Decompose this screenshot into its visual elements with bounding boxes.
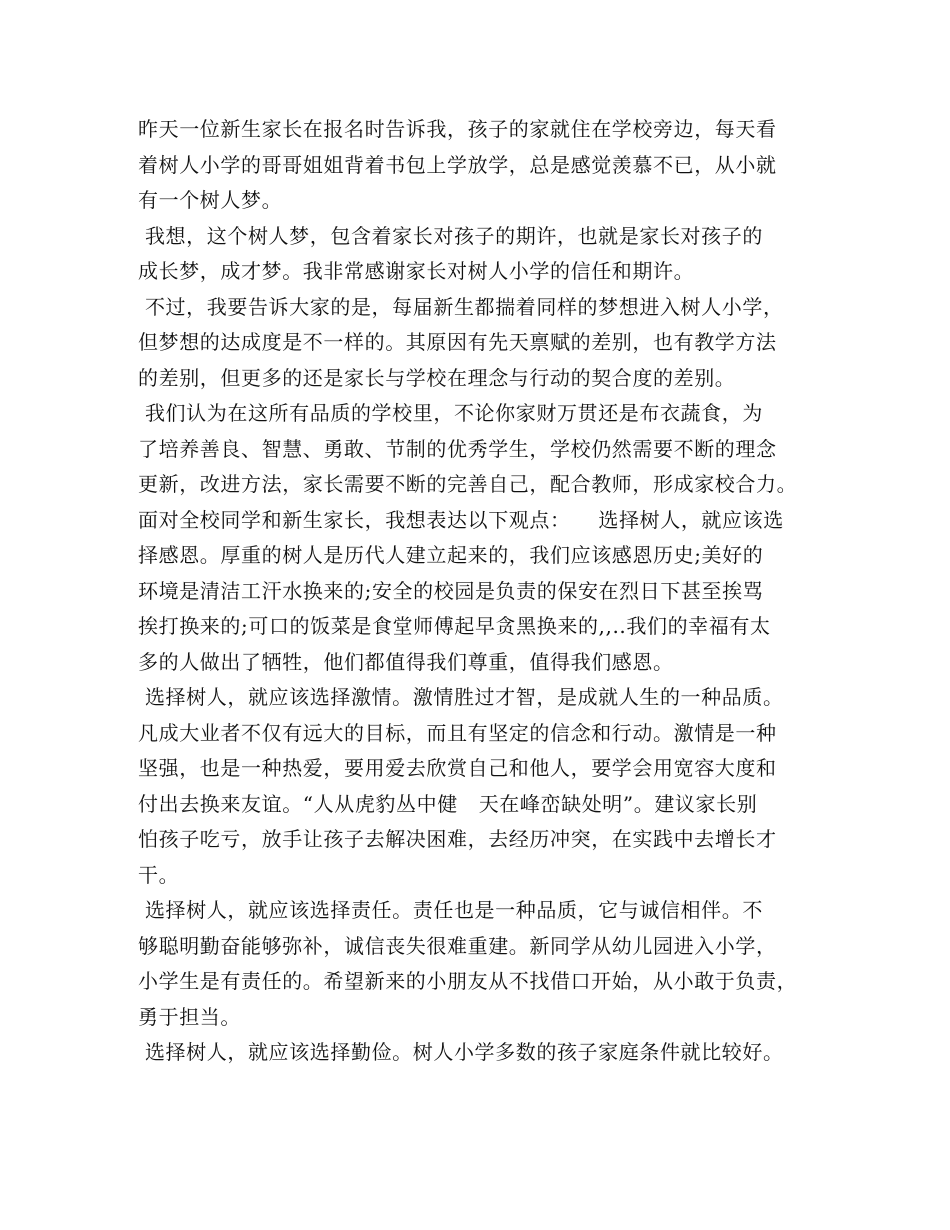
text-line: 选择树人，就应该选择勤俭。树人小学多数的孩子家庭条件就比较好。: [138, 1040, 784, 1064]
text-line: 面对全校同学和新生家长，我想表达以下观点： 选择树人，就应该选: [138, 507, 784, 532]
text-line: 了培养善良、智慧、勇敢、节制的优秀学生，学校仍然需要不断的理念: [138, 436, 777, 461]
text-line: 环境是清洁工汗水换来的;安全的校园是负责的保安在烈日下甚至挨骂: [138, 578, 764, 603]
text-line: 更新，改进方法，家长需要不断的完善自己，配合教师，形成家校合力。: [138, 472, 798, 496]
text-line: 挨打换来的;可口的饭菜是食堂师傅起早贪黑换来的,,..我们的幸福有太: [138, 614, 771, 638]
text-line: 付出去换来友谊。“人从虎豹丛中健 天在峰峦缺处明”。建议家长别: [138, 791, 758, 816]
text-line: 择感恩。厚重的树人是历代人建立起来的，我们应该感恩历史;美好的: [138, 543, 764, 567]
text-line: 多的人做出了牺牲，他们都值得我们尊重，值得我们感恩。: [138, 649, 674, 674]
text-line: 怕孩子吃亏，放手让孩子去解决困难，去经历冲突，在实践中去增长才: [138, 827, 777, 851]
text-line: 选择树人，就应该选择责任。责任也是一种品质，它与诚信相伴。不: [138, 898, 763, 922]
text-line: 干。: [138, 862, 180, 887]
text-line: 我们认为在这所有品质的学校里，不论你家财万贯还是布衣蔬食，为: [138, 401, 763, 425]
text-line: 我想，这个树人梦，包含着家长对孩子的期许，也就是家长对孩子的: [138, 223, 763, 248]
text-line: 小学生是有责任的。希望新来的小朋友从不找借口开始，从小敢于负责，: [138, 969, 798, 993]
text-line: 不过，我要告诉大家的是，每届新生都揣着同样的梦想进入树人小学，: [138, 294, 784, 319]
text-line: 的差别，但更多的还是家长与学校在理念与行动的契合度的差别。: [138, 365, 736, 390]
text-line: 成长梦，成才梦。我非常感谢家长对树人小学的信任和期许。: [138, 259, 695, 283]
document-body: [138, 112, 838, 1071]
text-line: 昨天一位新生家长在报名时告诉我，孩子的家就住在学校旁边，每天看: [138, 117, 777, 141]
text-line: 凡成大业者不仅有远大的目标，而且有坚定的信念和行动。激情是一种: [138, 720, 777, 745]
text-line: 坚强，也是一种热爱，要用爱去欣赏自己和他人，要学会用宽容大度和: [138, 756, 777, 780]
text-line: 着树人小学的哥哥姐姐背着书包上学放学，总是感觉羡慕不已，从小就: [138, 152, 777, 177]
text-line: 但梦想的达成度是不一样的。其原因有先天禀赋的差别，也有教学方法: [138, 330, 777, 354]
text-line: 勇于担当。: [138, 1004, 241, 1029]
text-line: 有一个树人梦。: [138, 188, 283, 212]
text-line: 够聪明勤奋能够弥补，诚信丧失很难重建。新同学从幼儿园进入小学，: [138, 933, 777, 958]
text-line: 选择树人，就应该选择激情。激情胜过才智，是成就人生的一种品质。: [138, 685, 784, 709]
